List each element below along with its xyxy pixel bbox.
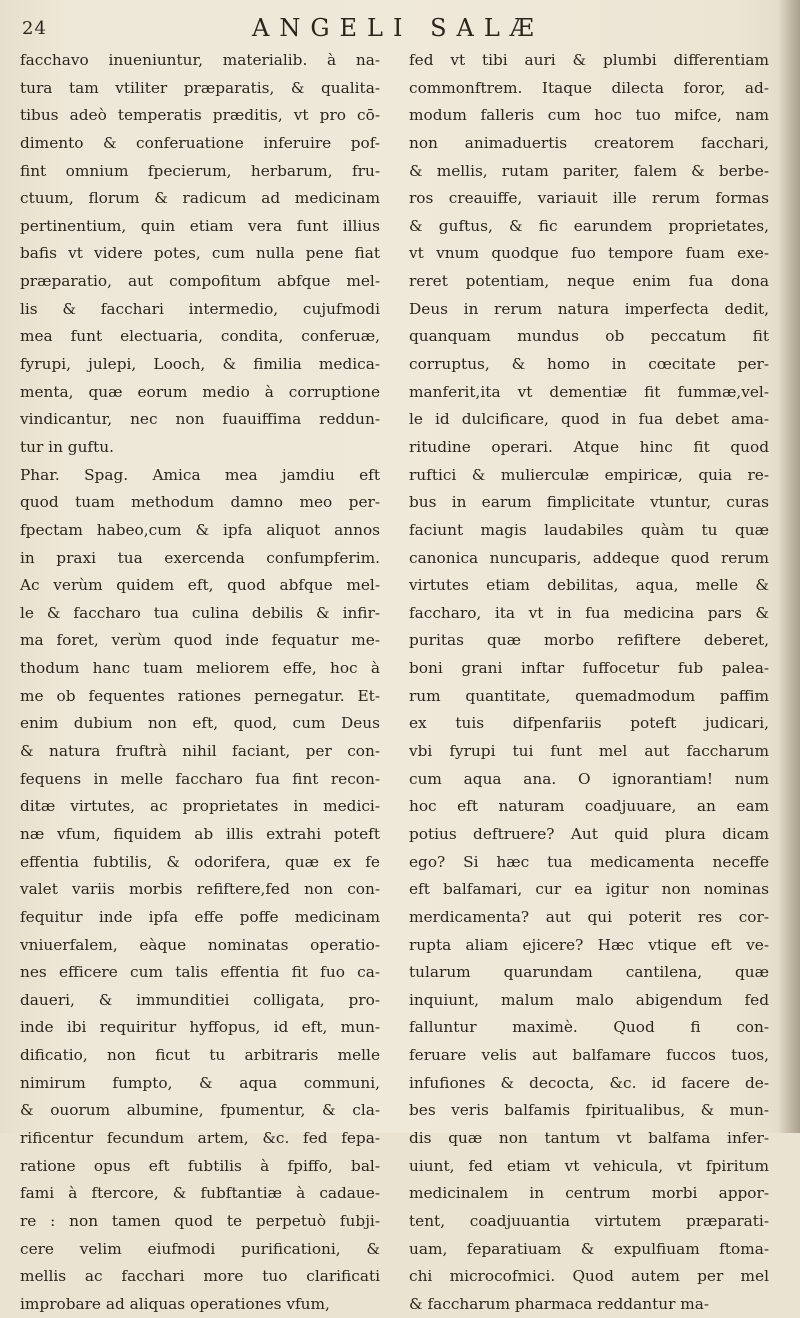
text-line: nimirum fumpto, & aqua communi, <box>20 1073 380 1092</box>
text-line: ruftici & mulierculæ empiricæ, quia re- <box>409 465 769 484</box>
text-line: mellis ac facchari more tuo clarificati <box>20 1267 380 1286</box>
text-line: rificentur fecundum artem, &c. fed fepa- <box>20 1128 380 1147</box>
text-line: fed vt tibi auri & plumbi differentiam <box>409 51 769 69</box>
text-line: fpectam habeo,cum & ipfa aliquot annos <box>20 520 380 539</box>
text-line: boni grani inftar fuffocetur fub palea- <box>409 659 769 678</box>
text-line: & ouorum albumine, fpumentur, & cla- <box>20 1101 380 1120</box>
text-line: fequens in melle faccharo fua fint recon- <box>20 769 380 788</box>
text-line: ditæ virtutes, ac proprietates in medici- <box>20 797 380 816</box>
text-line: merdicamenta? aut qui poterit res cor- <box>409 907 769 926</box>
text-line: ratione opus eft fubtilis à fpiffo, bal- <box>20 1156 380 1175</box>
text-line: infufiones & decocta, &c. id facere de- <box>409 1073 769 1092</box>
text-line: lis & facchari intermedio, cujufmodi <box>20 299 380 318</box>
text-line: vniuerfalem, eàque nominatas operatio- <box>20 935 380 954</box>
text-line: nes efficere cum talis effentia fit fuo ca- <box>20 963 380 982</box>
running-title: ANGELI SALÆ <box>252 14 544 42</box>
text-line: daueri, & immunditiei colligata, pro- <box>20 990 380 1009</box>
text-line: non animaduertis creatorem facchari, <box>409 133 769 152</box>
text-line: thodum hanc tuam meliorem effe, hoc à <box>20 659 380 678</box>
text-line: chi microcofmici. Quod autem per mel <box>409 1267 769 1286</box>
text-line: hoc eft naturam coadjuuare, an eam <box>409 797 769 816</box>
page-edge-shadow <box>778 0 800 1133</box>
text-line: reret potentiam, neque enim fua dona <box>409 272 769 291</box>
text-line: fequitur inde ipfa effe poffe medicinam <box>20 907 380 926</box>
text-line: valet variis morbis refiftere,fed non con- <box>20 880 380 899</box>
text-line: tibus adeò temperatis prӕditis, vt pro cō- <box>20 106 380 125</box>
text-line: modum falleris cum hoc tuo mifce, nam <box>409 106 769 125</box>
text-line: le id dulcificare, quod in fua debet ama- <box>409 410 769 429</box>
text-line: effentia fubtilis, & odorifera, quæ ex fe <box>20 852 380 871</box>
text-line: in praxi tua exercenda confumpferim. <box>20 548 380 567</box>
text-line: commonftrem. Itaque dilecta foror, ad- <box>409 78 769 97</box>
text-line: menta, quæ eorum medio à corruptione <box>20 382 380 401</box>
text-line: bus in earum fimplicitate vtuntur, curas <box>409 493 769 512</box>
text-line: tent, coadjuuantia virtutem præparati- <box>409 1211 769 1230</box>
text-line: rum quantitate, quemadmodum paffim <box>409 686 769 705</box>
text-line: næ vfum, fiquidem ab illis extrahi poteft <box>20 824 380 843</box>
text-line: canonica nuncuparis, addeque quod rerum <box>409 548 769 567</box>
text-line: enim dubium non eft, quod, cum Deus <box>20 714 380 733</box>
left-text-column <box>20 47 380 1318</box>
text-line: mea funt electuaria, condita, conferuæ, <box>20 327 380 346</box>
text-line: ma foret, verùm quod inde fequatur me- <box>20 631 380 650</box>
text-line: faccharo, ita vt in fua medicina pars & <box>409 603 769 622</box>
text-line: fami à ftercore, & fubftantiæ à cadaue- <box>20 1184 380 1203</box>
text-line: le & faccharo tua culina debilis & infir- <box>20 603 380 622</box>
text-line: bafis vt videre potes, cum nulla pene fiat <box>20 244 380 263</box>
text-line: tur in guftu. <box>20 437 114 456</box>
text-line: & mellis, rutam pariter, falem & berbe- <box>409 161 769 180</box>
text-line: Phar. Spag. Amica mea jamdiu eft <box>20 465 380 484</box>
text-line: ex tuis difpenfariis poteft judicari, <box>409 714 769 733</box>
text-line: vindicantur, nec non fuauiffima reddun- <box>20 410 380 429</box>
text-line: inquiunt, malum malo abigendum fed <box>409 990 769 1009</box>
text-line: eft balfamari, cur ea igitur non nominas <box>409 880 769 899</box>
text-line: falluntur maximè. Quod fi con- <box>409 1018 769 1037</box>
text-line: dimento & conferuatione inferuire pof- <box>20 133 380 152</box>
text-line: fint omnium fpecierum, herbarum, fru- <box>20 161 380 180</box>
text-line: potius deftruere? Aut quid plura dicam <box>409 824 769 843</box>
text-line: & guftus, & fic earundem proprietates, <box>409 216 769 235</box>
text-line: uam, feparatiuam & expulfiuam ftoma- <box>409 1239 769 1258</box>
text-line: Ac verùm quidem eft, quod abfque mel- <box>20 576 380 595</box>
text-line: vt vnum quodque fuo tempore fuam exe- <box>409 244 769 263</box>
text-line: manferit,ita vt dementiæ fit fummæ,vel- <box>409 382 769 401</box>
text-line: ritudine operari. Atque hinc fit quod <box>409 437 769 456</box>
text-line: tularum quarundam cantilena, quæ <box>409 963 769 982</box>
text-line: ctuum, florum & radicum ad medicinam <box>20 189 380 208</box>
text-line: cere velim eiufmodi purificationi, & <box>20 1239 380 1258</box>
text-line: re : non tamen quod te perpetuò fubji- <box>20 1211 380 1230</box>
text-line: dificatio, non ficut tu arbitraris melle <box>20 1046 380 1065</box>
text-line: uiunt, fed etiam vt vehicula, vt fpiritum <box>409 1156 769 1175</box>
text-line: inde ibi requiritur hyffopus, id eft, mun- <box>20 1018 380 1037</box>
text-line: ego? Si hæc tua medicamenta neceffe <box>409 852 769 871</box>
text-line: bes veris balfamis fpiritualibus, & mun- <box>409 1101 769 1120</box>
text-line: medicinalem in centrum morbi appor- <box>409 1184 769 1203</box>
text-line: puritas quæ morbo refiftere deberet, <box>409 631 769 650</box>
page-number: 24 <box>22 18 47 39</box>
text-line: & natura fruftrà nihil faciant, per con- <box>20 742 380 761</box>
text-line: vbi fyrupi tui funt mel aut faccharum <box>409 742 769 761</box>
text-line: facchavo inueniuntur, materialib. à na- <box>20 51 380 69</box>
text-line: Deus in rerum natura imperfecta dedit, <box>409 299 769 318</box>
text-line: tura tam vtiliter præparatis, & qualita- <box>20 78 380 97</box>
text-line: dis quæ non tantum vt balfama infer- <box>409 1128 769 1147</box>
text-line: pertinentium, quin etiam vera funt illius <box>20 216 380 235</box>
text-line: corruptus, & homo in cœcitate per- <box>409 355 769 374</box>
text-line: rupta aliam ejicere? Hæc vtique eft ve- <box>409 935 769 954</box>
text-line: virtutes etiam debilitas, aqua, melle & <box>409 576 769 595</box>
text-line: fyrupi, julepi, Looch, & fimilia medica- <box>20 355 380 374</box>
text-line: præparatio, aut compofitum abfque mel- <box>20 272 380 291</box>
text-line: improbare ad aliquas operationes vfum, <box>20 1294 330 1313</box>
text-line: ros creauiffe, variauit ille rerum formas <box>409 189 769 208</box>
text-line: quod tuam methodum damno meo per- <box>20 493 380 512</box>
text-line: & faccharum pharmaca reddantur ma- <box>409 1294 710 1313</box>
text-line: cum aqua ana. O ignorantiam! num <box>409 769 769 788</box>
text-line: quanquam mundus ob peccatum fit <box>409 327 769 346</box>
text-line: feruare velis aut balfamare fuccos tuos, <box>409 1046 769 1065</box>
text-line: faciunt magis laudabiles quàm tu quæ <box>409 520 769 539</box>
right-text-column <box>409 47 769 1318</box>
text-line: me ob fequentes rationes pernegatur. Et- <box>20 686 380 705</box>
